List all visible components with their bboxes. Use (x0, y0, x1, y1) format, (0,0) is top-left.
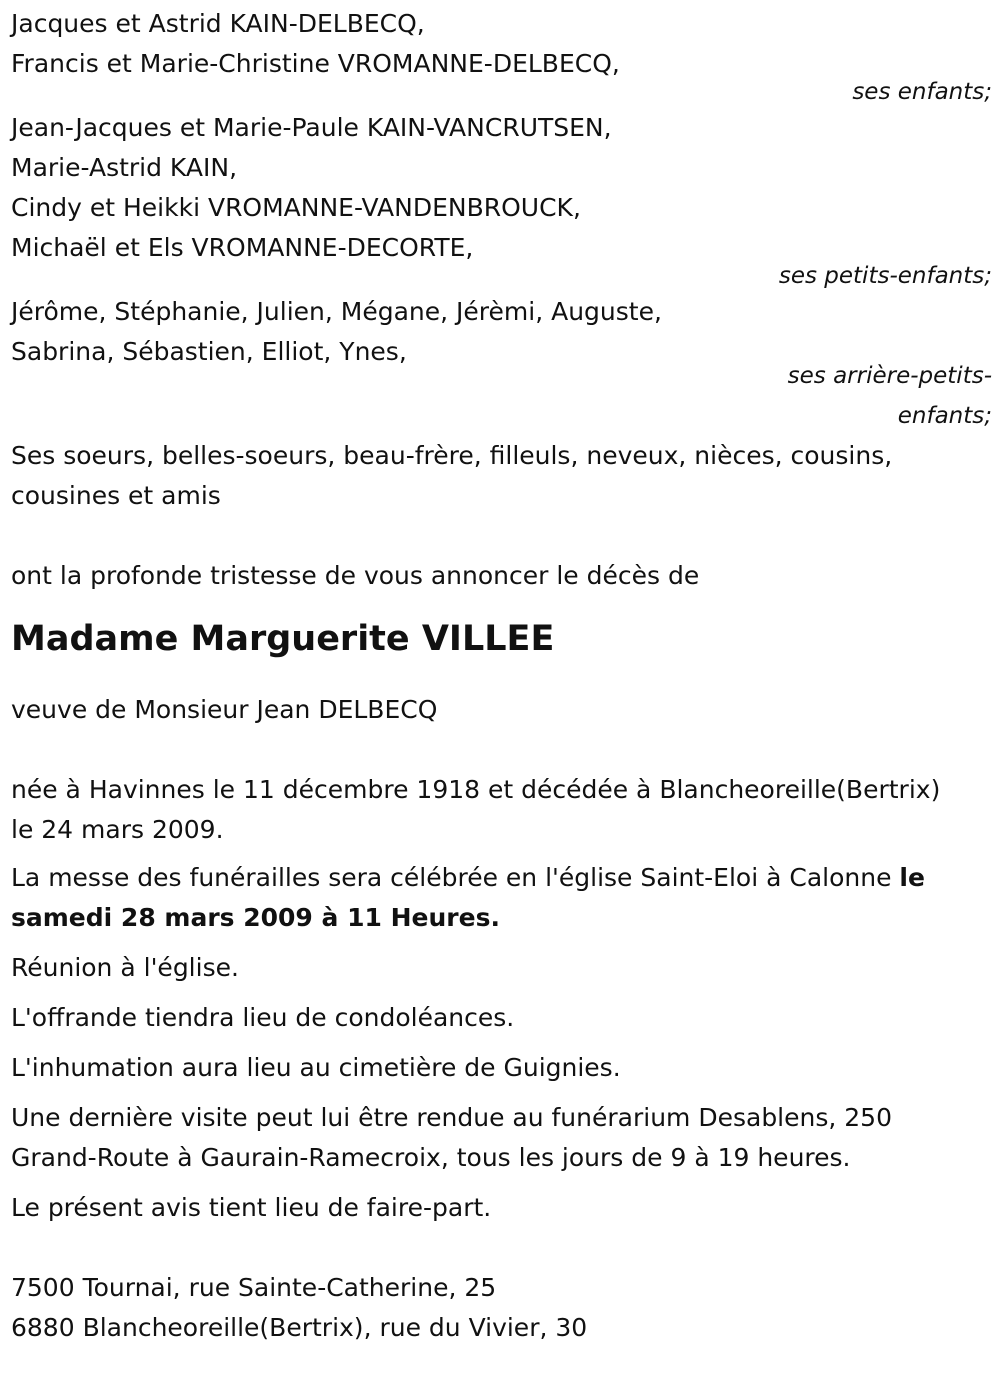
child-couple-1: Jacques et Astrid KAIN-DELBECQ, (11, 9, 425, 38)
relation-great-grandchildren-2: enfants; (897, 403, 992, 429)
visit-line-1: Une dernière visite peut lui être rendue au funérarium Desablens, 250 (11, 1103, 892, 1132)
birth-death-line-1: née à Havinnes le 11 décembre 1918 et décédée à Blancheoreille(Bertrix) (11, 775, 941, 804)
child-couple-2: Francis et Marie-Christine VROMANNE-DELBECQ, (11, 49, 620, 78)
deceased-name: Madame Marguerite VILLEE (11, 619, 555, 659)
great-grandchild-1: Jérôme, Stéphanie, Julien, Mégane, Jérèmi, Auguste, (11, 297, 662, 326)
grandchildren-section (11, 108, 992, 288)
birth-death (11, 770, 992, 850)
burial-info: L'inhumation aura lieu au cimetière de Guignies. (11, 1053, 621, 1082)
funeral-date-part-2: samedi 28 mars 2009 à 11 Heures. (11, 903, 500, 932)
others-section (11, 436, 992, 516)
funeral-date-part-1: le (899, 863, 925, 892)
widow-of: veuve de Monsieur Jean DELBECQ (11, 695, 438, 724)
grandchild-1: Jean-Jacques et Marie-Paule KAIN-VANCRUTSEN, (11, 113, 612, 142)
others-line-1: Ses soeurs, belles-soeurs, beau-frère, filleuls, neveux, nièces, cousins, (11, 441, 893, 470)
notice: Le présent avis tient lieu de faire-part. (11, 1193, 492, 1222)
funeral-line-1 (11, 858, 992, 898)
great-grandchildren-section (11, 292, 992, 436)
grandchild-4: Michaël et Els VROMANNE-DECORTE, (11, 233, 474, 262)
addresses (11, 1268, 992, 1348)
grandchild-3: Cindy et Heikki VROMANNE-VANDENBROUCK, (11, 193, 581, 222)
funeral-text: La messe des funérailles sera célébrée en l'église Saint-Eloi à Calonne (11, 863, 892, 892)
relation-grandchildren: ses petits-enfants; (778, 263, 992, 289)
address-2: 6880 Blancheoreille(Bertrix), rue du Vivier, 30 (11, 1313, 588, 1342)
obituary-notice (11, 4, 992, 1348)
funeral-info (11, 858, 992, 938)
address-1: 7500 Tournai, rue Sainte-Catherine, 25 (11, 1273, 497, 1302)
offering-info: L'offrande tiendra lieu de condoléances. (11, 1003, 515, 1032)
visit-info (11, 1098, 992, 1178)
others-line-2: cousines et amis (11, 481, 221, 510)
relation-great-grandchildren-1: ses arrière-petits- (787, 363, 992, 389)
great-grandchild-2: Sabrina, Sébastien, Elliot, Ynes, (11, 337, 407, 366)
visit-line-2: Grand-Route à Gaurain-Ramecroix, tous les jours de 9 à 19 heures. (11, 1143, 851, 1172)
children-section (11, 4, 992, 104)
announcement: ont la profonde tristesse de vous annoncer le décès de (11, 561, 700, 590)
meeting-info: Réunion à l'église. (11, 953, 239, 982)
grandchild-2: Marie-Astrid KAIN, (11, 153, 238, 182)
relation-children: ses enfants; (852, 79, 992, 105)
birth-death-line-2: le 24 mars 2009. (11, 815, 224, 844)
